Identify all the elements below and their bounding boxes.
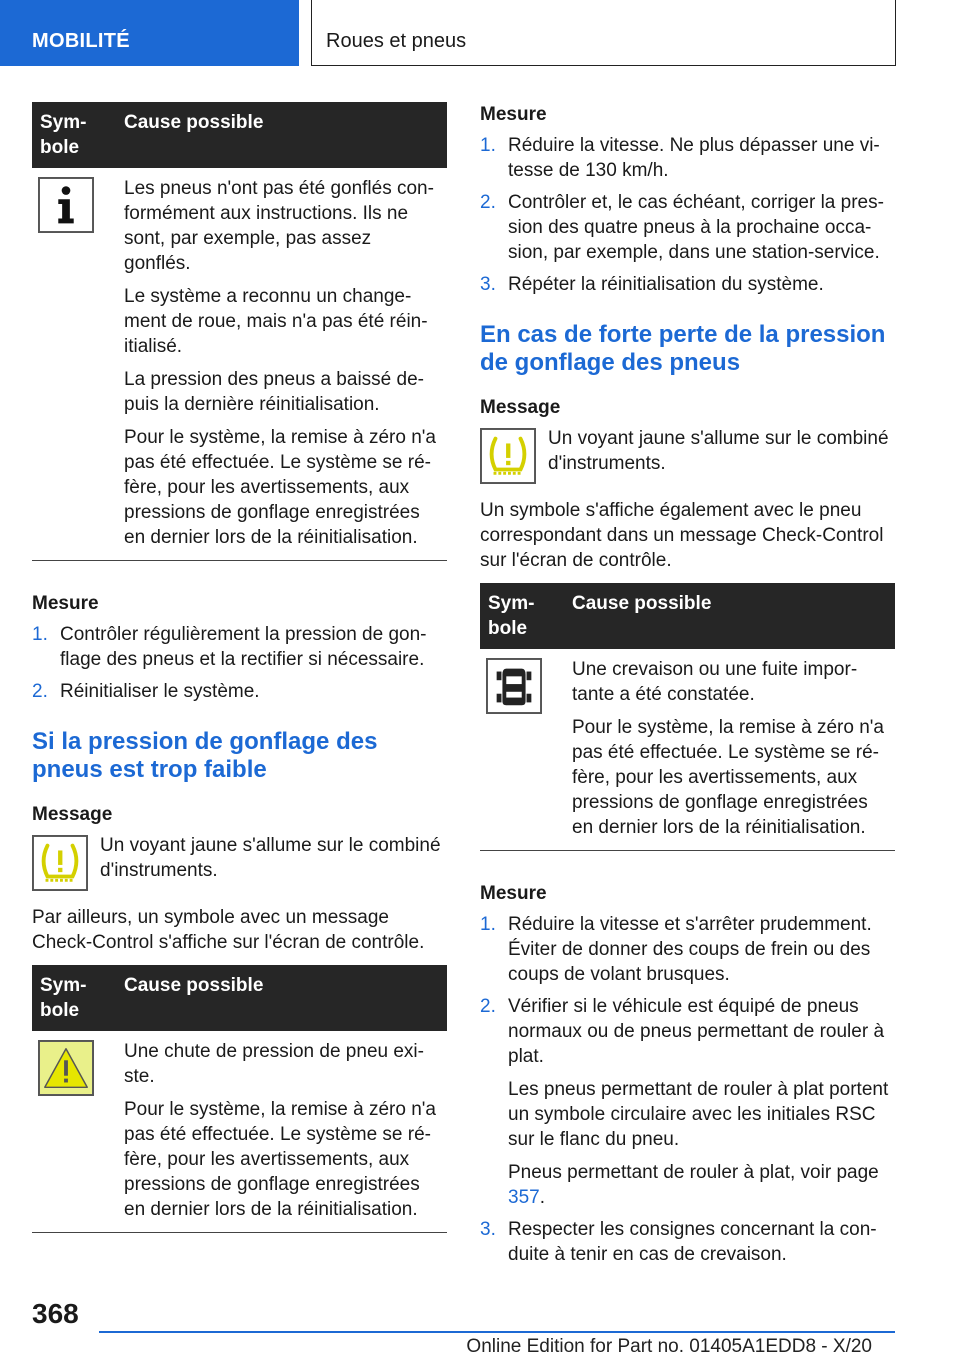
footer-edition: Online Edition for Part no. 01405A1EDD8 - X/20 (466, 1336, 872, 1357)
table-row (32, 168, 447, 561)
mesure-steps (480, 912, 895, 1267)
message-block (480, 426, 895, 484)
col-cause-header: Cause possible (116, 965, 447, 1031)
paragraph: Par ailleurs, un symbole avec un message Check-Control s'affiche sur l'écran de contrôle. (32, 907, 425, 953)
car-tire-warning-icon (486, 658, 542, 714)
table-row (32, 1031, 447, 1233)
info-icon (38, 177, 94, 233)
chapter-title: Roues et pneus (311, 0, 896, 66)
symbol-table-3 (480, 583, 895, 851)
tire-pressure-warning-icon (480, 428, 536, 484)
list-item: 2. Contrôler et, le cas échéant, corriger la pres‐sion des quatre pneus à la prochaine occa‐sion, par exemple, dans une station-service. (480, 192, 884, 263)
cause-text: Une crevaison ou une fuite impor‐tante a été constatée. (572, 659, 858, 705)
list-item: 2. Réinitialiser le système. (32, 681, 260, 702)
list-item: 1. Contrôler régulièrement la pression de gon‐flage des pneus et la rectifier si nécessaire. (32, 624, 427, 670)
section-heading: En cas de forte perte de la pression de gonflage des pneus (480, 321, 886, 376)
cause-text: Pour le système, la remise à zéro n'a pas été effectuée. Le système se ré‐fère, pour les avertissements, aux pressions de gonflage enregistrées en dernier lors de la réinitialisation. (572, 717, 884, 838)
list-item: 3. Respecter les consignes concernant la con‐duite à tenir en cas de crevaison. (480, 1219, 877, 1265)
mesure-heading: Mesure (480, 104, 547, 125)
message-heading: Message (480, 397, 561, 418)
cause-text: Pour le système, la remise à zéro n'a pas été effectuée. Le système se ré‐fère, pour les avertissements, aux pressions de gonflage enregistrées en dernier lors de la réinitialisation. (124, 1099, 436, 1220)
list-item: 1. Réduire la vitesse et s'arrêter prudemment. Éviter de donner des coups de frein ou des coups de volant brusques. (480, 914, 872, 985)
message-text: Un voyant jaune s'allume sur le combiné d'instruments. (100, 835, 441, 881)
col-symbol-header: Sym‐ bole (32, 965, 116, 1031)
page-link[interactable]: 357 (508, 1187, 540, 1208)
cause-text: La pression des pneus a baissé de‐puis la dernière réinitialisation. (124, 369, 424, 415)
cause-text: Les pneus n'ont pas été gonflés con‐formément aux instructions. Ils ne sont, par exemple, pas assez gonflés. (124, 178, 434, 274)
list-item: 1. Réduire la vitesse. Ne plus dépasser une vi‐tesse de 130 km/h. (480, 135, 880, 181)
right-column (480, 102, 895, 1274)
message-heading: Message (32, 804, 113, 825)
tire-pressure-warning-icon (32, 835, 88, 891)
warning-triangle-icon (38, 1040, 94, 1096)
section-heading: Si la pression de gonflage des pneus est trop faible (32, 728, 378, 783)
table-row (480, 649, 895, 851)
page-number: 368 (32, 1298, 79, 1329)
symbol-table-2 (32, 965, 447, 1233)
paragraph: Un symbole s'affiche également avec le pneu correspondant dans un message Check-Control sur l'écran de contrôle. (480, 500, 884, 571)
list-item: 2. Vérifier si le véhicule est équipé de pneus normaux ou de pneus permettant de rouler à plat. Les pneus permettant de rouler à plat portent un symbole circulaire avec les initiales RSC sur le flanc du pneu. Pneus permettant de rouler à plat, voir page 357. (480, 996, 889, 1208)
footer-divider (99, 1331, 895, 1333)
col-symbol-header: Sym‐ bole (32, 102, 116, 168)
section-label: MOBILITÉ (0, 0, 299, 66)
cause-text: Pour le système, la remise à zéro n'a pas été effectuée. Le système se ré‐fère, pour les avertissements, aux pressions de gonflage enregistrées en dernier lors de la réinitialisation. (124, 427, 436, 548)
cause-text: Le système a reconnu un change‐ment de roue, mais n'a pas été réin‐itialisé. (124, 286, 428, 357)
cause-text: Une chute de pression de pneu exi‐ste. (124, 1041, 424, 1087)
col-cause-header: Cause possible (564, 583, 895, 649)
list-item: 3. Répéter la réinitialisation du système. (480, 274, 824, 295)
mesure-heading: Mesure (480, 883, 547, 904)
message-text: Un voyant jaune s'allume sur le combiné d'instruments. (548, 428, 889, 474)
symbol-table-1 (32, 102, 447, 561)
col-cause-header: Cause possible (116, 102, 447, 168)
mesure-heading: Mesure (32, 593, 99, 614)
left-column (32, 102, 447, 1233)
col-symbol-header: Sym‐ bole (480, 583, 564, 649)
message-block (32, 833, 447, 891)
mesure-steps (32, 622, 447, 704)
page-header (0, 0, 960, 66)
mesure-steps (480, 133, 895, 297)
